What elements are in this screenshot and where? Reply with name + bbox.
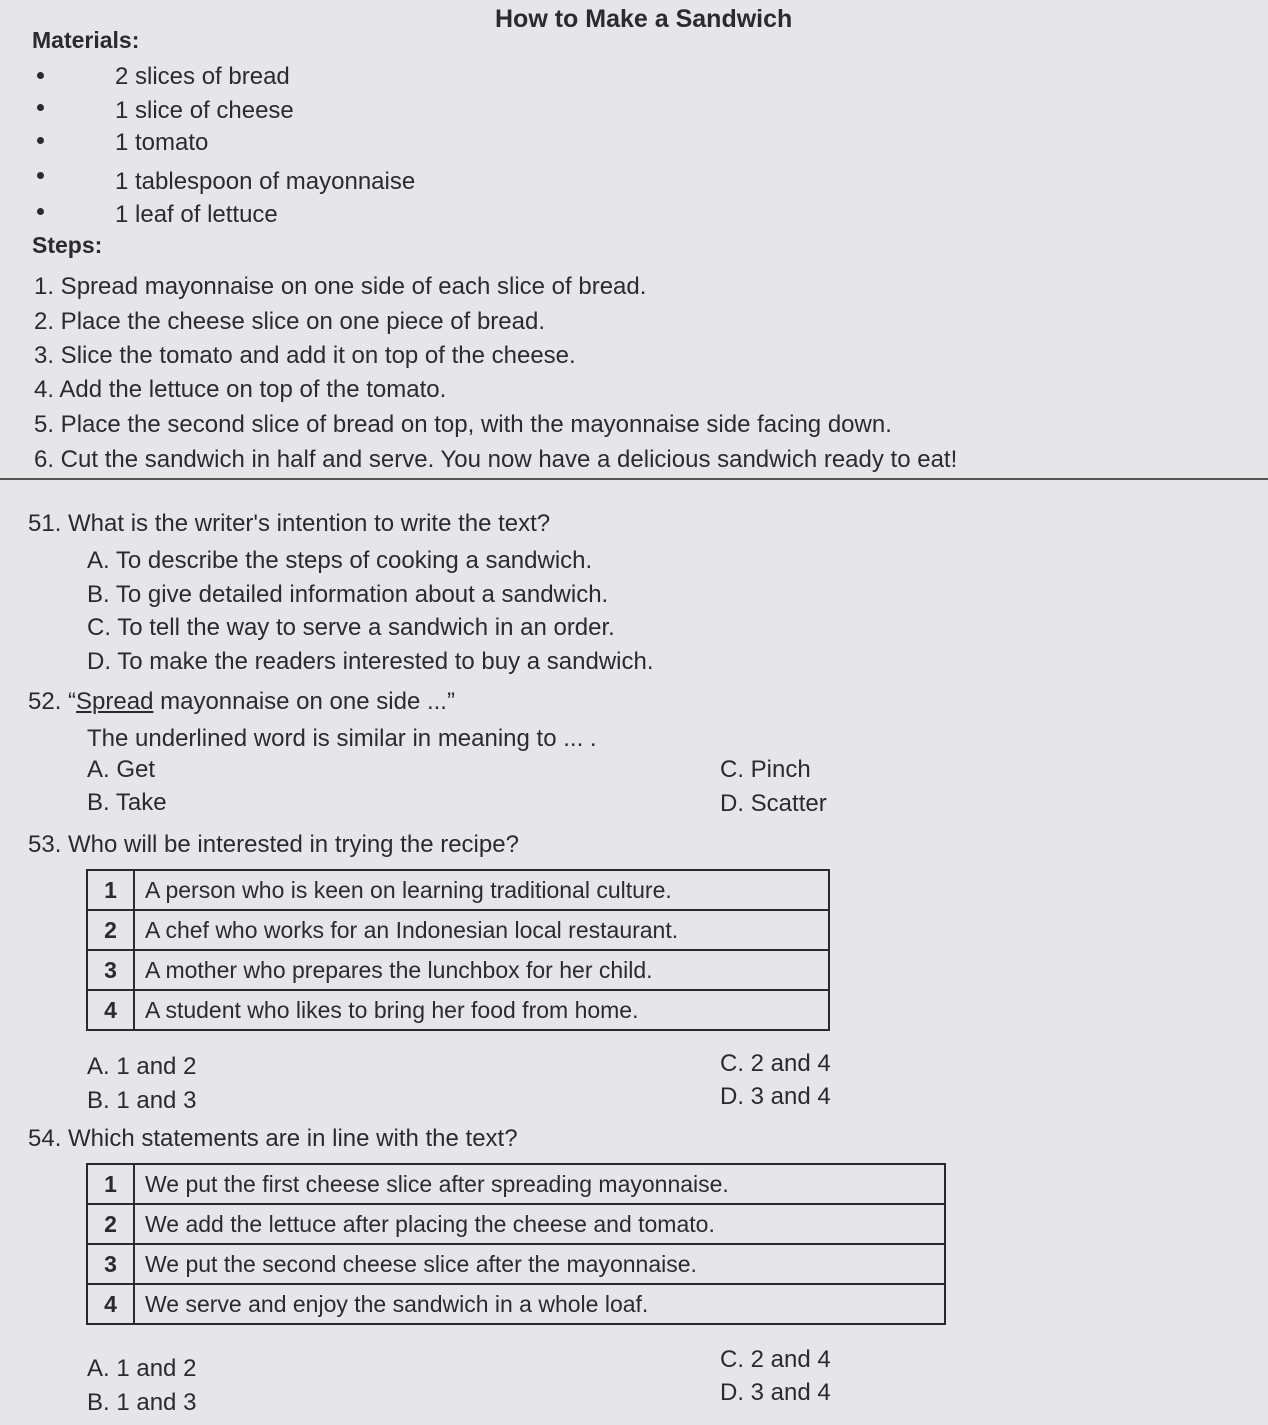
q52-option-a: A. Get [87,756,156,783]
table-row [87,1164,945,1204]
bullet-icon [37,208,44,215]
table-row [87,1244,945,1284]
q54-option-a: A. 1 and 2 [87,1355,197,1382]
q53-statement-table [86,869,830,1031]
step-item: 6. Cut the sandwich in half and serve. You now have a delicious sandwich ready to eat! [34,446,958,473]
q54-option-b: B. 1 and 3 [87,1389,197,1416]
steps-heading: Steps: [32,232,103,258]
materials-heading: Materials: [32,27,140,53]
question-51: 51. What is the writer's intention to write the text? [28,510,551,537]
step-item: 5. Place the second slice of bread on top, with the mayonnaise side facing down. [34,411,892,438]
material-item: 2 slices of bread [115,63,290,90]
row-number: 1 [87,870,134,910]
row-text: We put the first cheese slice after spreading mayonnaise. [134,1164,945,1204]
bullet-icon [37,172,44,179]
q52-option-d: D. Scatter [720,790,827,817]
q52-quote-open: “ [68,688,77,715]
bullet-icon [37,104,44,111]
q52-option-b: B. Take [87,789,167,816]
row-number: 2 [87,1204,134,1244]
material-item: 1 leaf of lettuce [115,201,278,228]
row-text: We put the second cheese slice after the mayonnaise. [134,1244,945,1284]
q52-prompt: The underlined word is similar in meaning to ... . [87,725,597,752]
document-title: How to Make a Sandwich [495,5,793,33]
row-number: 4 [87,1284,134,1324]
row-text: We serve and enjoy the sandwich in a whole loaf. [134,1284,945,1324]
row-number: 3 [87,1244,134,1284]
question-54: 54. Which statements are in line with the text? [28,1125,518,1152]
q51-option-b: B. To give detailed information about a sandwich. [87,581,609,608]
table-row [87,1204,945,1244]
row-number: 3 [87,950,134,990]
material-item: 1 slice of cheese [115,97,294,124]
q53-option-b: B. 1 and 3 [87,1087,197,1114]
q54-option-d: D. 3 and 4 [720,1379,831,1406]
row-number: 2 [87,910,134,950]
row-text: A chef who works for an Indonesian local restaurant. [134,910,829,950]
q53-option-d: D. 3 and 4 [720,1083,831,1110]
q54-statement-table [86,1163,946,1325]
q51-option-c: C. To tell the way to serve a sandwich in an order. [87,614,615,641]
material-item: 1 tablespoon of mayonnaise [115,168,416,195]
table-row [87,990,829,1030]
row-text: We add the lettuce after placing the cheese and tomato. [134,1204,945,1244]
step-item: 1. Spread mayonnaise on one side of each slice of bread. [34,273,647,300]
q53-option-c: C. 2 and 4 [720,1050,831,1077]
q52-quote-rest: mayonnaise on one side ...” [153,688,455,715]
row-number: 4 [87,990,134,1030]
q51-option-a: A. To describe the steps of cooking a sandwich. [87,547,593,574]
table-row [87,870,829,910]
step-item: 2. Place the cheese slice on one piece of bread. [34,308,546,335]
q52-option-c: C. Pinch [720,756,811,783]
table-row [87,950,829,990]
table-row [87,1284,945,1324]
q52-underlined-word: Spread [76,688,154,715]
table-row [87,910,829,950]
step-item: 4. Add the lettuce on top of the tomato. [34,376,447,403]
q51-option-d: D. To make the readers interested to buy a sandwich. [87,648,654,675]
row-text: A mother who prepares the lunchbox for her child. [134,950,829,990]
q54-option-c: C. 2 and 4 [720,1346,831,1373]
material-item: 1 tomato [115,129,209,156]
q53-option-a: A. 1 and 2 [87,1053,197,1080]
question-53: 53. Who will be interested in trying the recipe? [28,831,519,858]
section-divider [0,478,1268,480]
row-text: A student who likes to bring her food from home. [134,990,829,1030]
step-item: 3. Slice the tomato and add it on top of the cheese. [34,342,576,369]
bullet-icon [37,137,44,144]
row-text: A person who is keen on learning traditional culture. [134,870,829,910]
row-number: 1 [87,1164,134,1204]
bullet-icon [37,72,44,79]
question-52 [28,688,455,716]
q52-number: 52. [28,688,62,715]
